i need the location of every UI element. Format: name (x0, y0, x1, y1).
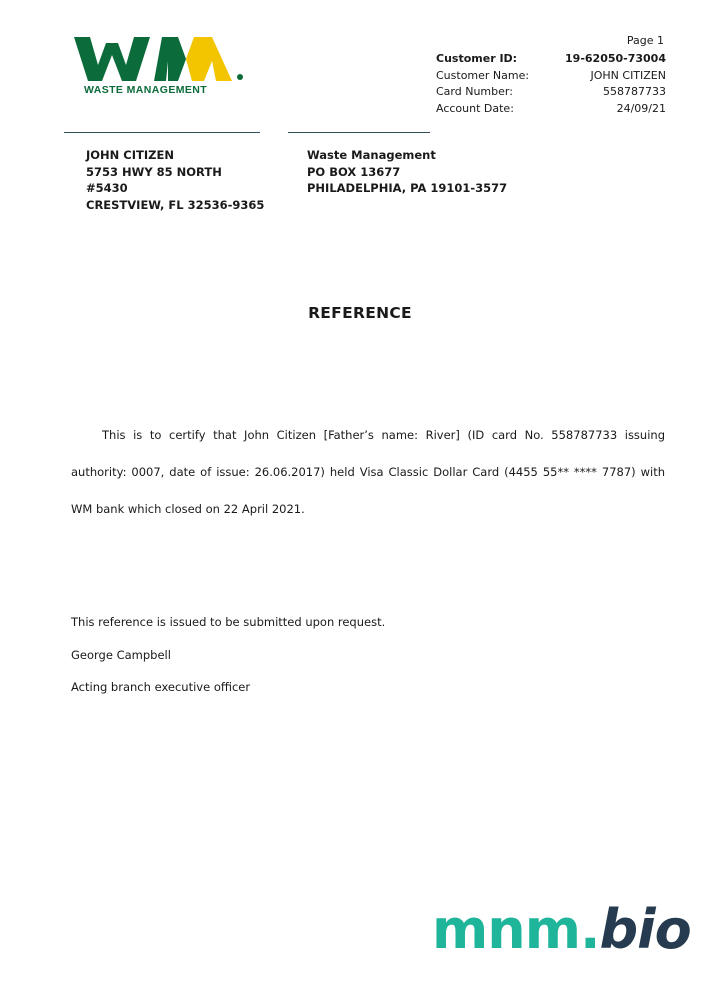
address-line: Waste Management (307, 148, 436, 162)
divider-sender (288, 132, 430, 133)
signatory-name: George Campbell (71, 648, 171, 662)
info-row-customer-name (436, 68, 666, 85)
logo-text: WASTE MANAGEMENT (84, 84, 208, 96)
address-line: CRESTVIEW, FL 32536-9365 (86, 197, 265, 212)
address-line: PHILADELPHIA, PA 19101-3577 (307, 181, 508, 195)
watermark (432, 898, 691, 961)
wm-logo-icon (74, 35, 249, 83)
reference-body (71, 417, 665, 528)
info-value: 19-62050-73004 (565, 52, 666, 65)
info-row-account-date (436, 101, 666, 118)
page-number: Page 1 (626, 34, 664, 47)
watermark-part-2: bio (599, 898, 691, 961)
info-label: Card Number: (436, 85, 513, 98)
closing-note: This reference is issued to be submitted upon request. (71, 615, 386, 629)
body-paragraph: This is to certify that John Citizen [Father’s name: River] (ID card No. 558787733 issuing authority: 0007, date of issue: 26.06.2017) held Visa Classic Dollar Card (4455 55** **** 7787) with WM bank which closed on 22 April 2021. (71, 428, 665, 516)
address-line: JOHN CITIZEN (86, 148, 174, 162)
divider-recipient (64, 132, 260, 133)
company-logo (74, 35, 249, 97)
info-value: 558787733 (603, 85, 666, 98)
info-row-card-number (436, 84, 666, 101)
info-label: Account Date: (436, 101, 514, 115)
address-line: #5430 (86, 181, 128, 195)
address-line: PO BOX 13677 (307, 164, 401, 179)
document-title: REFERENCE (308, 304, 412, 322)
watermark-part-1: mnm. (432, 898, 600, 961)
info-row-customer-id (436, 51, 666, 68)
info-value: JOHN CITIZEN (590, 68, 666, 82)
recipient-address (86, 147, 264, 213)
signatory-position: Acting branch executive officer (71, 680, 251, 694)
info-label: Customer ID: (436, 52, 518, 65)
address-line: 5753 HWY 85 NORTH (86, 164, 222, 179)
info-value: 24/09/21 (616, 101, 666, 115)
info-label: Customer Name: (436, 68, 530, 82)
account-info (436, 51, 666, 117)
sender-address (307, 147, 507, 197)
